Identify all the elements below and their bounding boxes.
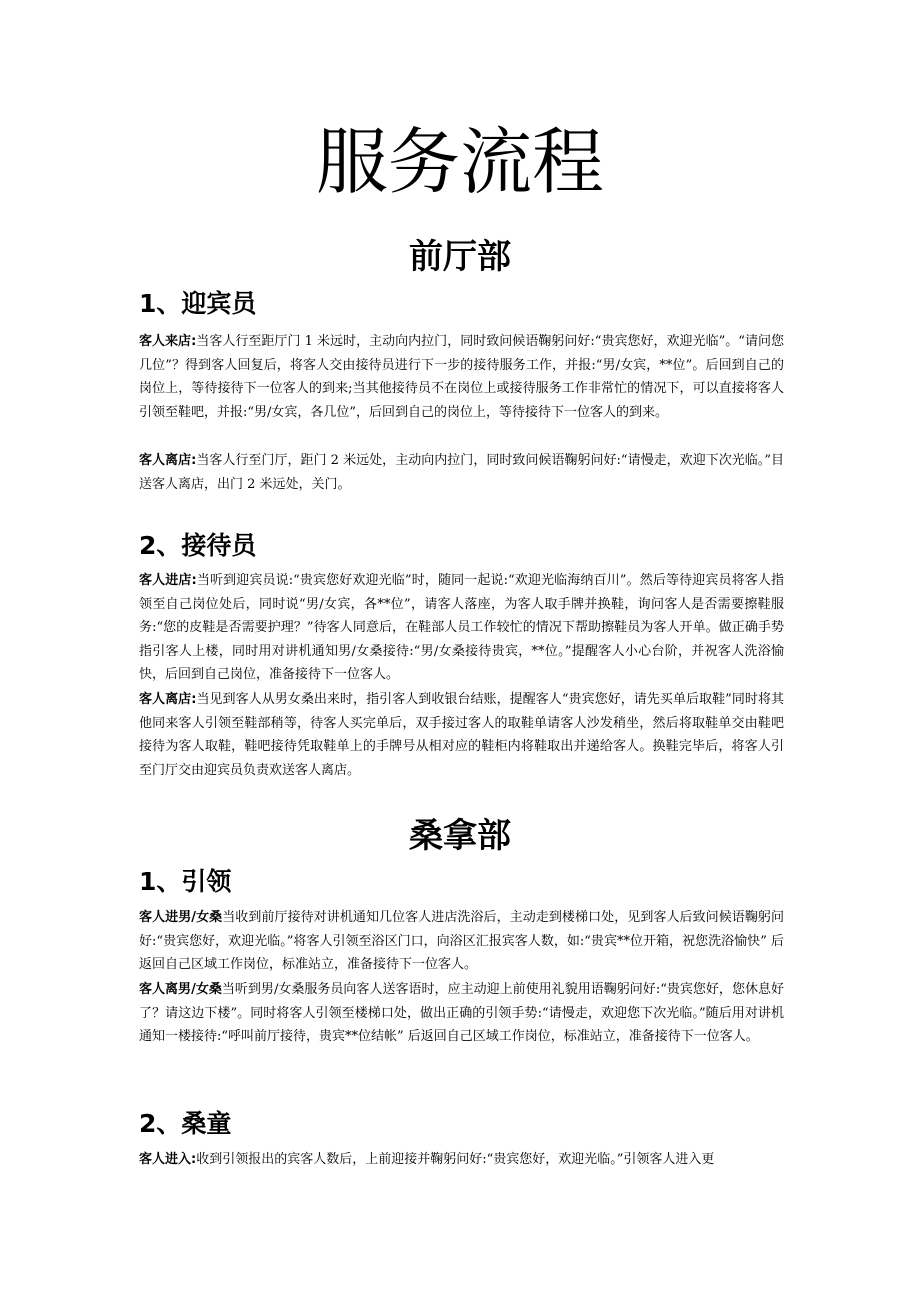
subsection-heading-greeter: 1、迎宾员	[139, 289, 257, 318]
text-receptionist-leave: 当见到客人从男女桑出来时，指引客人到收银台结账，提醒客人“贵宾您好，请先买单后取鞋”同时将其他同来客人引领至鞋部稍等，待客人买完单后，双手接过客人的取鞋单请客人沙发稍坐，然后将取鞋单交由鞋吧接待为客人取鞋，鞋吧接待凭取鞋单上的手牌号从相对应的鞋柜内将鞋取出并递给客人。换鞋完毕后，将客人引至门厅交由迎宾员负责欢送客人离店。	[139, 692, 784, 778]
text-guide-leave: 当听到男/女桑服务员向客人送客语时，应主动迎上前使用礼貌用语鞠躬问好:“贵宾您好，您休息好了？请这边下楼”。同时将客人引领至楼梯口处，做出正确的引领手势:“请慢走，欢迎您下次光临。”随后用对讲机通知一楼接待:“呼叫前厅接待，贵宾**位结帐” 后返回自己区域工作岗位，标准站立，准备接待下一位客人。	[139, 982, 784, 1045]
section-heading-sauna: 桑拿部	[409, 816, 511, 856]
text-greeter-arrive: 当客人行至距厅门 1 米远时，主动向内拉门，同时致问候语鞠躬问好:“贵宾您好，欢迎光临”。“请问您几位”？得到客人回复后，将客人交由接待员进行下一步的接待服务工作，并报:“男/女宾，**位”。后回到自己的岗位上，等待接待下一位客人的到来;当其他接待员不在岗位上或接待服务工作非常忙的情况下，可以直接将客人引领至鞋吧，并报:“男/女宾，各几位”，后回到自己的岗位上，等待接待下一位客人的到来。	[139, 334, 784, 420]
text-attendant-enter: 收到引领报出的宾客人数后，上前迎接并鞠躬问好:“贵宾您好，欢迎光临。”引领客人进入更	[196, 1152, 715, 1167]
subsection-heading-attendant: 2、桑童	[139, 1109, 232, 1138]
label-guest-leave-sauna: 客人离男/女桑	[139, 982, 222, 997]
label-guest-arrive: 客人来店:	[139, 334, 197, 349]
section-heading-front-hall: 前厅部	[409, 237, 511, 277]
paragraph-receptionist-leave	[139, 688, 784, 782]
paragraph-guide-leave	[139, 978, 784, 1049]
paragraph-receptionist-enter	[139, 569, 784, 687]
document-title: 服务流程	[315, 120, 604, 204]
subsection-heading-receptionist: 2、接待员	[139, 531, 257, 560]
label-guest-enter-sauna: 客人进男/女桑	[139, 910, 223, 925]
label-guest-leave: 客人离店:	[139, 453, 197, 468]
paragraph-greeter-arrive	[139, 330, 784, 424]
label-guest-enter: 客人进店:	[139, 573, 197, 588]
text-receptionist-enter: 当听到迎宾员说:“贵宾您好欢迎光临”时，随同一起说:“欢迎光临海纳百川”。然后等待迎宾员将客人指领至自己岗位处后，同时说“男/女宾，各**位”，请客人落座，为客人取手牌并换鞋，询问客人是否需要擦鞋服务:“您的皮鞋是否需要护理？”待客人同意后，在鞋部人员工作较忙的情况下帮助擦鞋员为客人开单。做正确手势指引客人上楼，同时用对讲机通知男/女桑接待:“男/女桑接待贵宾，**位。”提醒客人小心台阶，并祝客人洗浴愉快，后回到自己岗位，准备接待下一位客人。	[139, 573, 784, 683]
text-guide-enter: 当收到前厅接待对讲机通知几位客人进店洗浴后，主动走到楼梯口处，见到客人后致问候语鞠躬问好:“贵宾您好，欢迎光临。”将客人引领至浴区门口，向浴区汇报宾客人数，如:“贵宾**位开箱，祝您洗浴愉快” 后返回自己区域工作岗位，标准站立，准备接待下一位客人。	[139, 910, 784, 973]
text-greeter-leave: 当客人行至门厅，距门 2 米远处，主动向内拉门，同时致问候语鞠躬问好:“请慢走，欢迎下次光临。”目送客人离店，出门 2 米远处，关门。	[139, 453, 784, 492]
label-guest-enter-attendant: 客人进入:	[139, 1152, 197, 1167]
paragraph-guide-enter	[139, 906, 784, 977]
paragraph-greeter-leave	[139, 449, 784, 496]
subsection-heading-guide: 1、引领	[139, 867, 232, 896]
paragraph-attendant-enter	[139, 1148, 784, 1172]
label-guest-leave-2: 客人离店:	[139, 692, 197, 707]
